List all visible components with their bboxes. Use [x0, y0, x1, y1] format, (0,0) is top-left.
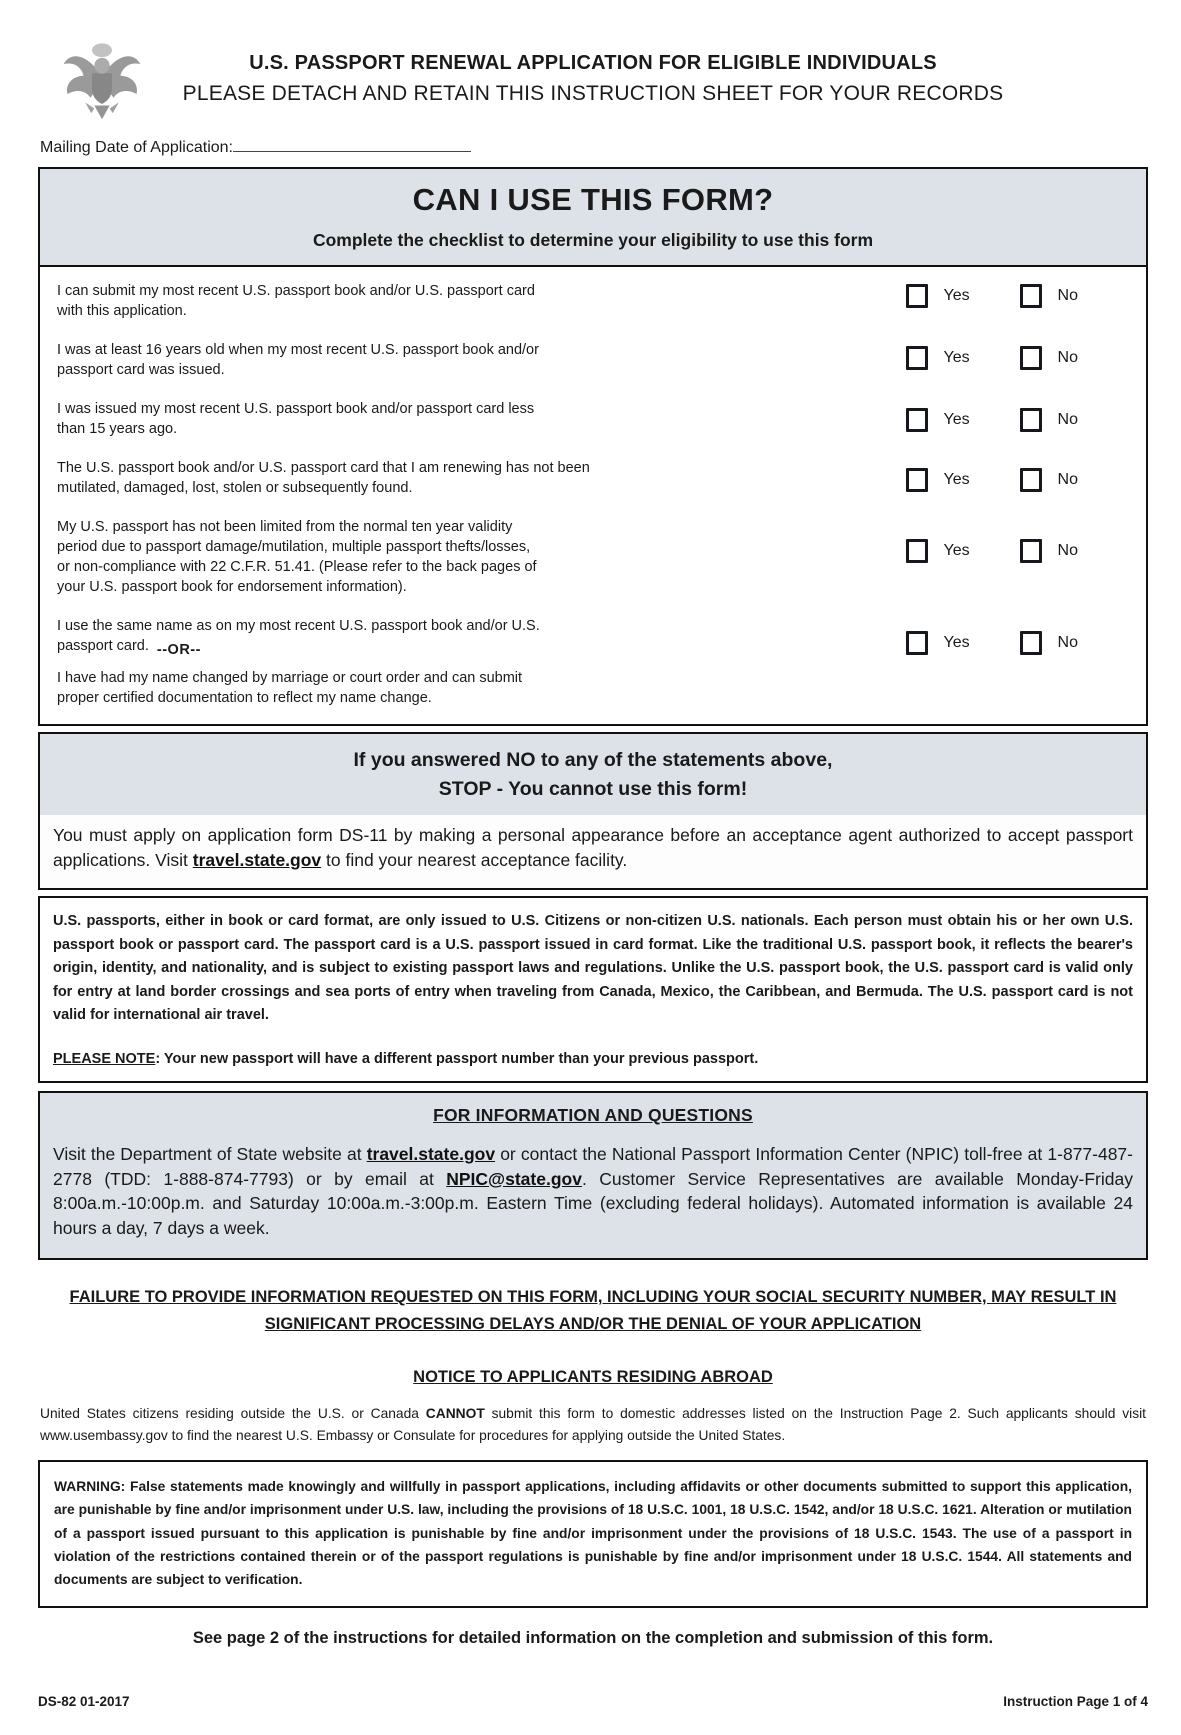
stop-line-1: If you answered NO to any of the statements above, — [353, 749, 833, 771]
checklist-row — [57, 399, 1146, 439]
yes-checkbox[interactable] — [906, 408, 928, 432]
no-label: No — [1057, 349, 1078, 366]
checklist-row — [57, 281, 1146, 321]
no-checkbox[interactable] — [1020, 631, 1042, 655]
failure-notice: FAILURE TO PROVIDE INFORMATION REQUESTED ON THIS FORM, INCLUDING YOUR SOCIAL SECURITY NUMBER, MAY RESULT IN SIGNIFICANT PROCESSING DELAYS AND/OR THE DENIAL OF YOUR APPLICATION — [69, 1288, 1117, 1334]
yes-checkbox[interactable] — [906, 346, 928, 370]
checklist-item-text: I was issued my most recent U.S. passport book and/or passport card less than 15 years ago. — [57, 401, 535, 437]
stop-header — [40, 734, 1146, 815]
passport-info-box — [38, 896, 1148, 1082]
no-checkbox[interactable] — [1020, 408, 1042, 432]
eligibility-title: CAN I USE THIS FORM? — [412, 182, 774, 217]
passport-info-text: U.S. passports, either in book or card format, are only issued to U.S. Citizens or non-citizen U.S. nationals. Each person must obtain his or her own U.S. passport book or passport card. The passport card is a U.S. passport issued in card format. Like the traditional U.S. passport book, it reflects the bearer's origin, identity, and nationality, and is subject to existing passport laws and regulations. Unlike the U.S. passport book, the U.S. passport card is valid only for entry at land border crossings and sea ports of entry when traveling from Canada, Mexico, the Caribbean, and Bermuda. The U.S. passport card is not valid for international air travel. — [53, 913, 1133, 1024]
please-note-label: PLEASE NOTE — [53, 1050, 156, 1067]
checklist-row — [57, 458, 1146, 498]
yes-no-group — [906, 284, 1078, 321]
page-indicator: Instruction Page 1 of 4 — [1003, 1694, 1148, 1710]
warning-label: WARNING: — [54, 1479, 126, 1495]
please-note-text: : Your new passport will have a different passport number than your previous passport. — [155, 1050, 759, 1067]
info-questions-title: FOR INFORMATION AND QUESTIONS — [433, 1104, 753, 1125]
checklist-item-text — [57, 616, 562, 708]
checklist-item-text: I was at least 16 years old when my most recent U.S. passport book and/or passport card was issued. — [57, 342, 539, 378]
stop-line-2: STOP - You cannot use this form! — [438, 778, 748, 801]
eligibility-header — [40, 169, 1146, 267]
yes-no-group — [906, 346, 1078, 380]
travel-state-gov-link[interactable]: travel.state.gov — [366, 1143, 496, 1164]
abroad-notice-title: NOTICE TO APPLICANTS RESIDING ABROAD — [413, 1368, 773, 1387]
stop-box — [38, 732, 1148, 890]
form-number: DS-82 01-2017 — [38, 1694, 130, 1710]
checklist-row — [57, 340, 1146, 380]
yes-no-group — [906, 631, 1078, 708]
warning-box — [38, 1460, 1148, 1608]
same-name-statement: I use the same name as on my most recent U.S. passport book and/or U.S. passport card. --OR-- — [57, 618, 540, 658]
info-questions-text: Visit the Department of State website at travel.state.gov or contact the National Passport Information Center (NPIC) toll-free at 1-877-487-2778 (TDD: 1-888-874-7793) or by email at NPIC@state.gov. Customer Service Representatives are available Monday-Friday 8:00a.m.-10:00p.m. and Saturday 10:00a.m.-3:00p.m. Eastern Time (excluding federal holidays). Automated information is available 24 hours a day, 7 days a week. — [53, 1143, 1133, 1239]
checklist-item-text: I can submit my most recent U.S. passport book and/or U.S. passport card with this application. — [57, 283, 535, 319]
checklist-item-text: My U.S. passport has not been limited from the normal ten year validity period due to passport damage/mutilation, multiple passport thefts/losses, or non-compliance with 22 C.F.R. 51.41. (Please refer to the back pages of your U.S. passport book for endorsement information). — [57, 519, 537, 595]
eligibility-checklist — [40, 267, 1146, 724]
checklist-row — [57, 517, 1146, 597]
abroad-notice-text: United States citizens residing outside the U.S. or Canada CANNOT submit this form to domestic addresses listed on the Instruction Page 2. Such applicants should visit www.usembassy.gov to find the nearest U.S. Embassy or Consulate for procedures for applying outside the United States. — [40, 1406, 1146, 1443]
no-checkbox[interactable] — [1020, 284, 1042, 308]
great-seal-eagle-icon — [56, 36, 148, 132]
please-note-line — [53, 1051, 1133, 1067]
yes-label: Yes — [943, 471, 970, 488]
or-separator: --OR-- — [156, 642, 201, 658]
yes-no-group — [906, 468, 1078, 498]
npic-email-link[interactable]: NPIC@state.gov — [446, 1168, 582, 1189]
stop-body-text: You must apply on application form DS-11 by making a personal appearance before an acceptance agent authorized to accept passport applications. Visit — [53, 824, 1133, 870]
no-label: No — [1057, 542, 1078, 559]
mailing-date-label: Mailing Date of Application: — [40, 139, 233, 156]
mailing-date-field[interactable] — [233, 138, 471, 152]
page-header — [38, 34, 1148, 130]
no-label: No — [1057, 471, 1078, 488]
no-label: No — [1057, 287, 1078, 304]
eligibility-box — [38, 167, 1148, 726]
cannot-emphasis: CANNOT — [425, 1406, 485, 1422]
yes-checkbox[interactable] — [906, 284, 928, 308]
page-footer — [38, 1694, 1148, 1709]
stop-body-text-end: to find your nearest acceptance facility. — [321, 849, 628, 870]
eligibility-subtitle: Complete the checklist to determine your eligibility to use this form — [312, 230, 874, 250]
checklist-row — [57, 616, 1146, 708]
yes-no-group — [906, 539, 1078, 597]
yes-label: Yes — [943, 411, 970, 428]
yes-label: Yes — [943, 349, 970, 366]
travel-state-gov-link[interactable]: travel.state.gov — [192, 849, 322, 870]
page-subtitle: PLEASE DETACH AND RETAIN THIS INSTRUCTION SHEET FOR YOUR RECORDS — [182, 82, 1004, 105]
no-label: No — [1057, 634, 1078, 651]
no-checkbox[interactable] — [1020, 468, 1042, 492]
yes-label: Yes — [943, 634, 970, 651]
yes-checkbox[interactable] — [906, 468, 928, 492]
see-page-2-note: See page 2 of the instructions for detailed information on the completion and submission of this form. — [192, 1629, 994, 1648]
info-questions-box — [38, 1091, 1148, 1260]
yes-no-group — [906, 408, 1078, 439]
warning-text: WARNING: False statements made knowingly and willfully in passport applications, including affidavits or other documents submitted to support this application, are punishable by fine and/or imprisonment under U.S. law, including the provisions of 18 U.S.C. 1001, 18 U.S.C. 1542, and/or 18 U.S.C. 1621. Alteration or mutilation of a passport issued pursuant to this application is punishable by fine and/or imprisonment under the provisions of 18 U.S.C. 1543. The use of a passport in violation of the restrictions contained therein or of the passport regulations is punishable by fine and/or imprisonment under 18 U.S.C. 1544. All statements and documents are subject to verification. — [54, 1479, 1132, 1587]
stop-body — [40, 815, 1146, 889]
yes-checkbox[interactable] — [906, 631, 928, 655]
no-checkbox[interactable] — [1020, 346, 1042, 370]
name-change-statement: I have had my name changed by marriage or court order and can submit proper certified documentation to reflect my name change. — [57, 670, 523, 706]
yes-label: Yes — [943, 542, 970, 559]
page-title: U.S. PASSPORT RENEWAL APPLICATION FOR ELIGIBLE INDIVIDUALS — [249, 52, 937, 74]
no-label: No — [1057, 411, 1078, 428]
checklist-item-text: The U.S. passport book and/or U.S. passport card that I am renewing has not been mutilated, damaged, lost, stolen or subsequently found. — [57, 460, 590, 496]
no-checkbox[interactable] — [1020, 539, 1042, 563]
yes-checkbox[interactable] — [906, 539, 928, 563]
yes-label: Yes — [943, 287, 970, 304]
mailing-date-row — [40, 138, 1148, 157]
